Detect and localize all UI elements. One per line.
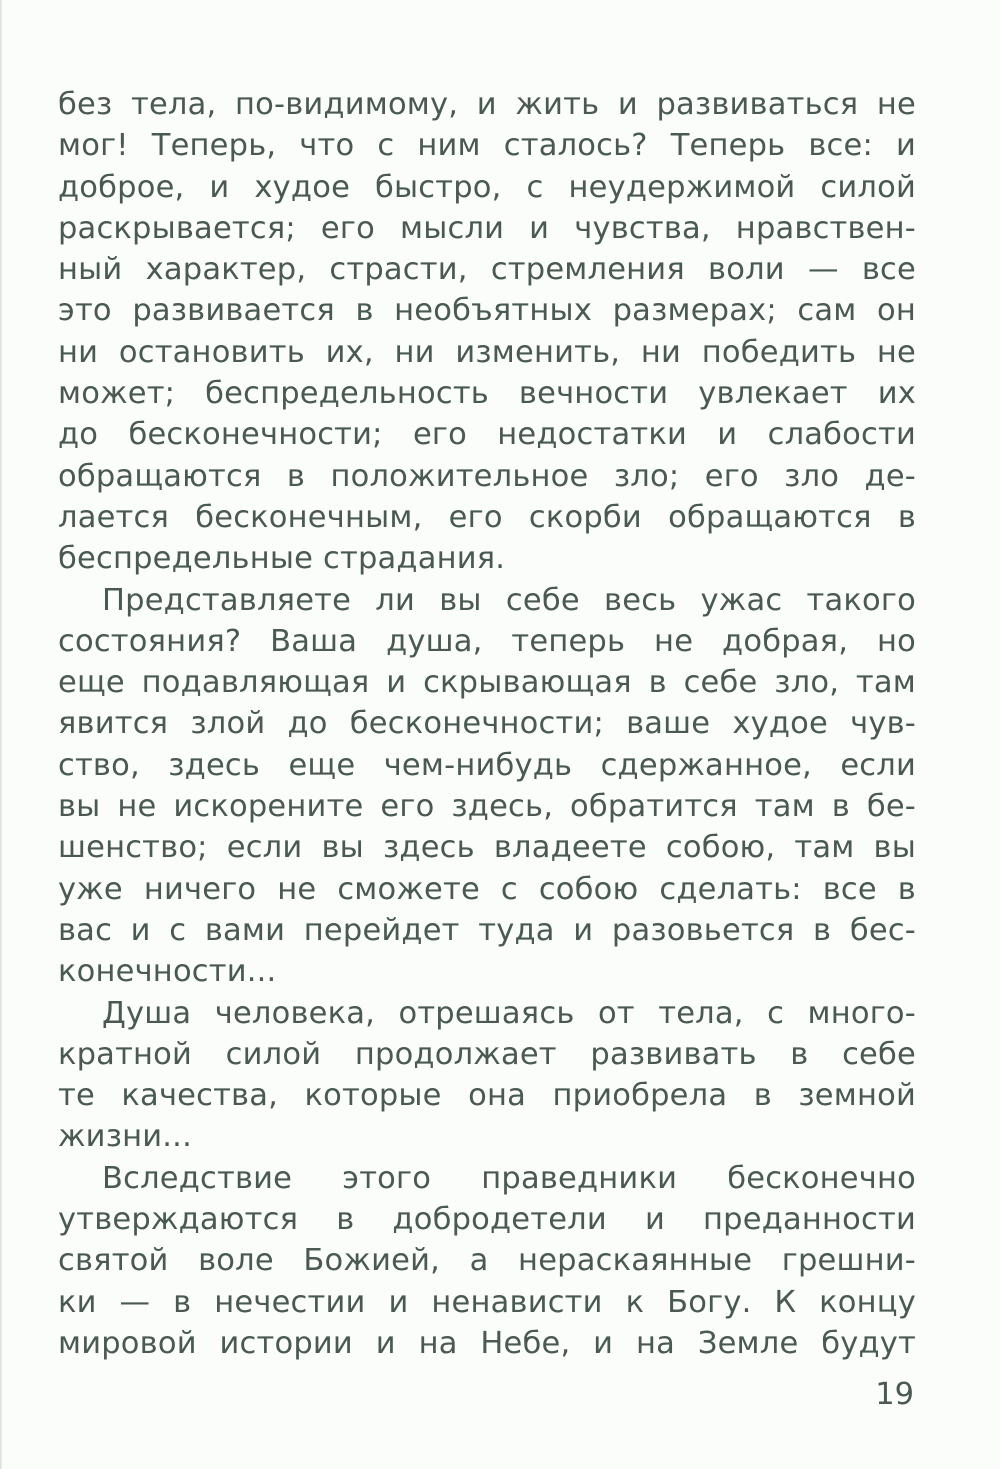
- text-line: явится злой до бесконечности; ваше худое чув-: [58, 706, 916, 742]
- text-line: раскрывается; его мысли и чувства, нравствен-: [58, 210, 916, 246]
- text-line: ство, здесь еще чем-нибудь сдержанное, если: [58, 747, 916, 783]
- text-line: еще подавляющая и скрывающая в себе зло, там: [58, 665, 916, 701]
- text-line: Вследствие этого праведники бесконечно: [102, 1160, 916, 1196]
- text-line: обращаются в положительное зло; его зло де-: [58, 458, 916, 494]
- paragraph: [58, 1158, 916, 1364]
- text-line: мог! Теперь, что с ним сталось? Теперь все: и: [58, 128, 916, 164]
- text-line: мировой истории и на Небе, и на Земле будут: [58, 1325, 916, 1361]
- text-line: это развивается в необъятных размерах; сам он: [58, 293, 916, 329]
- text-line: вас и с вами перейдет туда и разовьется в бес-: [58, 912, 916, 948]
- text-line: жизни...: [58, 1119, 192, 1155]
- paragraph: [58, 84, 916, 580]
- text-line: ни остановить их, ни изменить, ни победить не: [58, 334, 916, 370]
- text-line: Представляете ли вы себе весь ужас такого: [102, 582, 916, 618]
- text-line: состояния? Ваша душа, теперь не добрая, но: [58, 623, 916, 659]
- text-line: святой воле Божией, а нераскаянные грешни-: [58, 1243, 916, 1279]
- text-line: ный характер, страсти, стремления воли — все: [58, 252, 916, 288]
- text-line: кратной силой продолжает развивать в себе: [58, 1036, 916, 1072]
- text-line: те качества, которые она приобрела в земной: [58, 1078, 916, 1114]
- text-line: уже ничего не сможете с собою сделать: все в: [58, 871, 916, 907]
- text-line: вы не искорените его здесь, обратится там в бе-: [58, 789, 916, 825]
- text-line: беспредельные страдания.: [58, 541, 506, 577]
- text-line: утверждаются в добродетели и преданности: [58, 1202, 916, 1238]
- page-body-text: [58, 84, 916, 1364]
- text-line: до бесконечности; его недостатки и слабости: [58, 417, 916, 453]
- page-number: 19: [875, 1377, 914, 1412]
- paragraph: [58, 993, 916, 1158]
- text-line: доброе, и худое быстро, с неудержимой силой: [58, 169, 916, 205]
- text-line: без тела, по-видимому, и жить и развиваться не: [58, 87, 916, 122]
- text-line: может; беспредельность вечности увлекает их: [58, 376, 916, 412]
- text-line: конечности...: [58, 954, 277, 990]
- text-line: шенство; если вы здесь владеете собою, там вы: [58, 830, 916, 866]
- text-line: ки — в нечестии и ненависти к Богу. К концу: [58, 1284, 916, 1320]
- paragraph: [58, 580, 916, 993]
- page-edge-shadow: [0, 0, 3, 1469]
- text-line: Душа человека, отрешаясь от тела, с много-: [102, 995, 916, 1031]
- text-line: лается бесконечным, его скорби обращаются в: [58, 499, 916, 535]
